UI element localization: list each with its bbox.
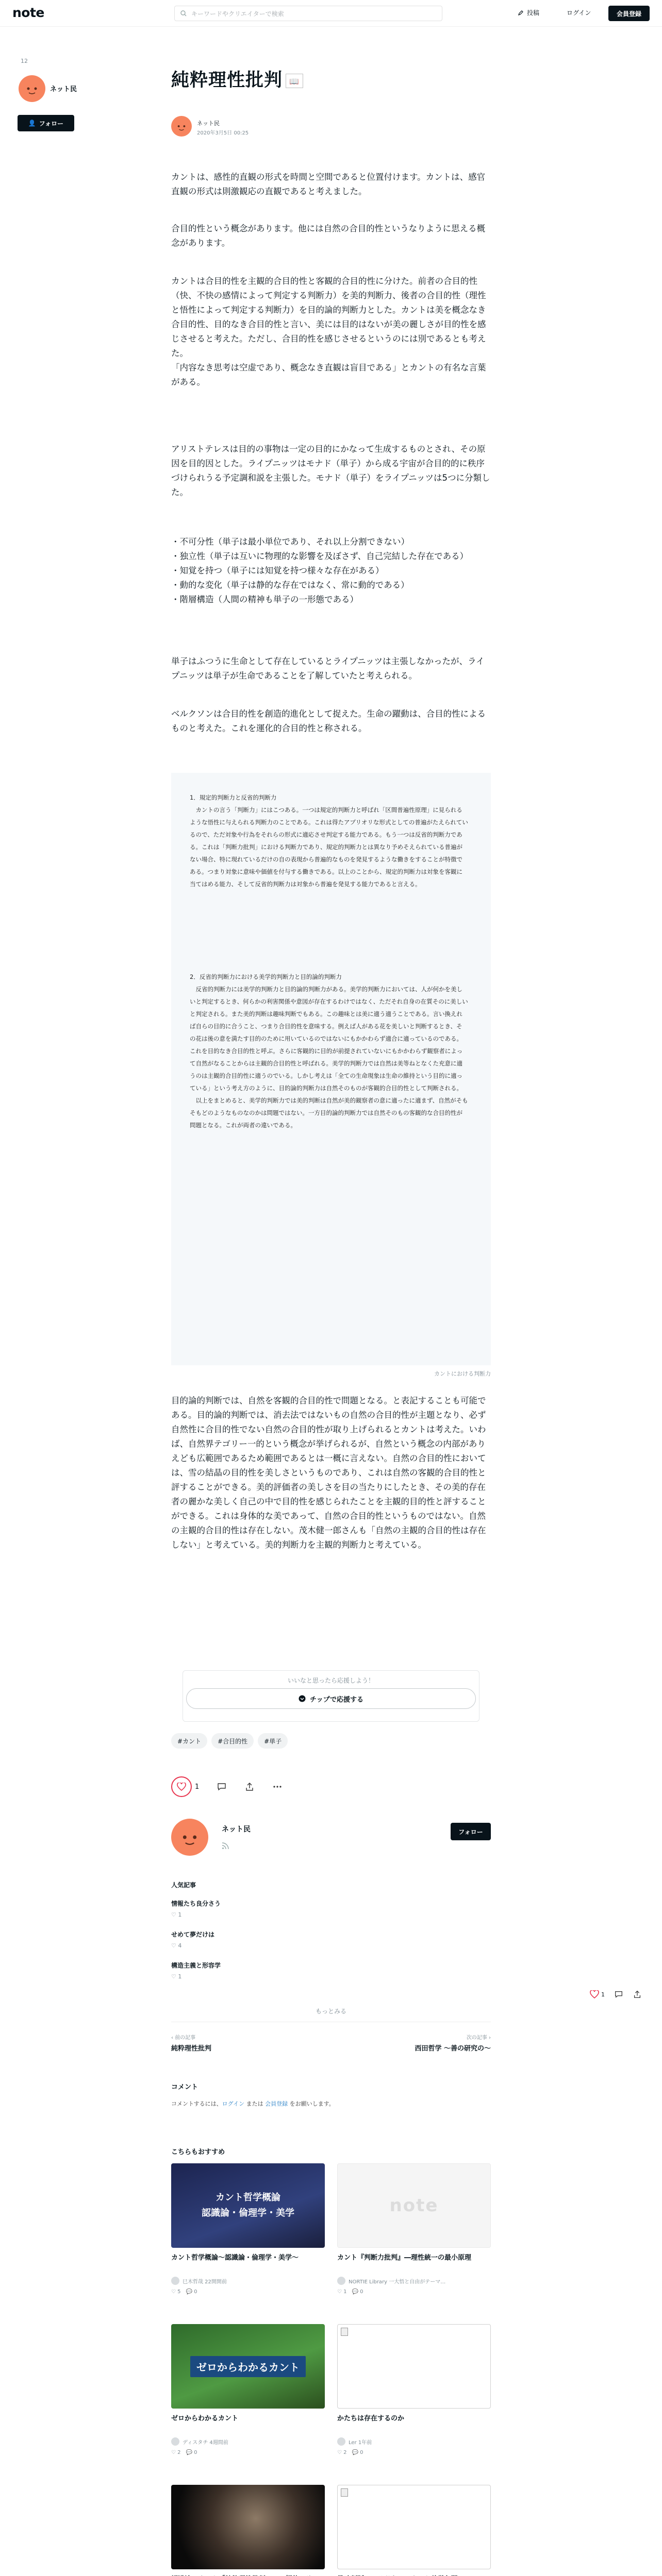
card-likes (337, 2289, 347, 2295)
card-comment-count: 0 (360, 2289, 363, 2295)
card-author[interactable] (337, 2437, 491, 2446)
share-icon[interactable] (244, 1782, 255, 1792)
paragraph: カントは、感性的直観の形式を時間と空間であると位置付けます。カントは、感官直観の形式は則激観応の直観であると考えました。 (171, 172, 486, 196)
card-author[interactable] (337, 2277, 491, 2285)
paragraph: 合目的性という概念があります。他には自然の合目的性というなりように思える概念があります。 (171, 224, 486, 248)
recommend-card[interactable] (337, 2324, 491, 2485)
prev-label: ‹ 前の記事 (171, 2035, 196, 2041)
card-thumbnail[interactable] (171, 2163, 325, 2248)
author-name[interactable]: ネット民 (222, 1825, 251, 1834)
quote-part-2: 2．反省的判断力における美学的判断力と目的論的判断力 反省的判断力には美学的判断力と目的論的判断力がある。美学的判断力においては、人が何かを美しいと判定するとき、何らかの利害関係や意図が存在するわけではなく、ただそれ自身の在質そのに美しいと判定される。また美的判断は趣味判断でもある。この趣味とは美に適う適うことである。言い換えれば自らの目的に合うこと、つまり合目的性を意味する。例えば人がある花を美しいと判断するとき、その花は後の意を満たす目的のために用いているのではないにもかかわらず適合に適っているのである。これを目的なき合目的性と呼ぶ。さらに客観的に目的が前提されていないにもかかわらず観察者によって自然がなることからは主観的合目的性と呼ばれる。美学的判断力では自然は美等ねとなくた充意に適うのは主観的合目的性に適うのでいる。しかし考えは「全ての生命現象は生命の維持という目的に適っている」という考え方のように、目的論的判断力は自然そのものが客観的合目的性として判断される。 以上をまとめると、美学的判断力では美的判断は自然が美的観察者の意に適ったに適まず、自然がそもそもどのようなものなのかは問題ではない。一方目的論的判断力では自然そのもの客観的な合目的性が問題となる。これが両者の違いである。 (190, 973, 468, 1129)
note-logo[interactable]: note (12, 5, 44, 20)
more-icon[interactable] (272, 1782, 283, 1792)
card-like-count: 1 (343, 2289, 347, 2295)
publish-date: 2020年3月5日 00:25 (197, 130, 249, 136)
card-author-name: ディスタチ 4週間前 (183, 2439, 228, 2446)
popular-item[interactable]: せめて夢だけは (171, 1931, 215, 1938)
card-comments (352, 2450, 363, 2455)
card-stats (171, 2450, 325, 2455)
signup-link[interactable]: 会員登録 (265, 2100, 288, 2107)
card-like-count: 2 (177, 2450, 181, 2455)
like-button[interactable] (171, 1776, 192, 1797)
popular-like-count: 4 (178, 1942, 182, 1949)
card-thumbnail[interactable] (337, 2324, 491, 2409)
recommend-card[interactable] (171, 2485, 325, 2576)
thumbnail-text: カント哲学概論 認識論・倫理学・美学 (202, 2192, 294, 2218)
quote-part-1: 1．規定的判断力と反省的判断力 カントの言う「判断力」にはこつある。一つは規定的判断力と呼ばれ「区間普遍性原理」に見られるような悟性に与えられる判断力のことである。これは得たアプリオリな形式としての普遍がたえられているので、ただ対象や行為をそれらの形式に適応させ判定する能力である。もう一つは反省的判断力である。これは「判断力批判」における判断力であり、規定的判断力とは異なり予めそえられている普遍がない場合、特に現れているだけの自の表現から普遍的なものを発見するような働きをすることが特徴である。つまり対象に意味や価値を付与する働きである。以上のことから、規定的判断力は対象を客観に当てはめる能力、そして反省的判断力は対象から普遍を発見する能力であると言える。 (190, 794, 468, 888)
next-title: 西田哲学 〜善の研究の〜 (415, 2045, 491, 2053)
broken-image-icon (341, 2328, 348, 2336)
card-like-count: 5 (177, 2289, 181, 2295)
rss-icon[interactable] (222, 1842, 229, 1852)
card-thumbnail[interactable] (171, 2324, 325, 2409)
support-box (183, 1670, 479, 1722)
magazine-count: 12 (21, 58, 28, 64)
card-author-name: Ler 1年前 (349, 2439, 372, 2446)
comments-text: をお願いします。 (288, 2100, 335, 2107)
login-link[interactable]: ログイン (222, 2100, 245, 2107)
avatar[interactable] (171, 1819, 208, 1856)
recommend-card[interactable] (337, 2485, 491, 2576)
avatar (337, 2277, 345, 2285)
action-bar (171, 1776, 283, 1797)
tag-chip[interactable]: #カント (171, 1733, 207, 1749)
more-link[interactable]: もっとみる (171, 2007, 491, 2022)
comment-icon[interactable] (217, 1782, 227, 1792)
card-thumbnail[interactable] (337, 2163, 491, 2248)
card-title[interactable]: カント哲学概論〜認識論・倫理学・美学〜 (171, 2254, 299, 2262)
popular-like-count: 1 (178, 1911, 182, 1918)
card-likes (171, 2289, 181, 2295)
tip-icon (299, 1695, 306, 1702)
search-placeholder: キーワードやクリエイターで検索 (191, 10, 284, 18)
prev-article-link[interactable] (171, 2033, 211, 2053)
card-comments (186, 2450, 197, 2455)
comments-text: または (244, 2100, 266, 2107)
avatar-face-icon (171, 116, 192, 137)
card-comment-count: 0 (194, 2289, 197, 2295)
title-text: 純粋理性批判 (171, 70, 283, 91)
recommend-grid (171, 2163, 491, 2576)
recommend-heading: こちらもおすすめ (171, 2148, 225, 2156)
avatar[interactable] (171, 116, 192, 137)
tag-chip[interactable]: #単子 (258, 1733, 288, 1749)
heart-icon: ♡ (171, 2450, 178, 2455)
card-likes (337, 2450, 347, 2455)
follow-label: フォロー (39, 120, 64, 127)
broken-image-icon (341, 2488, 348, 2497)
comments-heading: コメント (171, 2083, 198, 2091)
post-label: 投稿 (527, 9, 540, 16)
popular-item[interactable]: 情報たち良分さう (171, 1900, 221, 1907)
avatar[interactable] (19, 75, 45, 102)
popular-like-count: 1 (178, 1973, 182, 1980)
like-count: 1 (195, 1783, 200, 1791)
popular-item-likes: ♡ 4 (171, 1942, 182, 1949)
heart-icon (177, 1783, 186, 1791)
share-icon[interactable] (633, 1990, 642, 1999)
comments-prompt (171, 2099, 491, 2108)
comment-icon: 💬 (352, 2450, 360, 2455)
site-header (0, 0, 662, 27)
comment-icon: 💬 (186, 2450, 194, 2455)
avatar (171, 2277, 179, 2285)
float-like-count: 1 (601, 1991, 605, 1998)
author-name[interactable]: ネット民 (50, 86, 77, 93)
card-likes (171, 2450, 181, 2455)
recommend-card[interactable] (171, 2163, 325, 2324)
card-title[interactable]: カント『判断力批判』―理性統一の最小原理 (337, 2254, 472, 2262)
next-small-text: 次の記事 (466, 2035, 487, 2041)
card-stats (171, 2289, 325, 2295)
blockquote (171, 773, 491, 1377)
heart-icon: ♡ (337, 2289, 344, 2295)
heart-icon: ♡ (171, 2289, 178, 2295)
signup-button[interactable]: 会員登録 (608, 6, 650, 21)
paragraph: アリストテレスは目的の事物は一定の目的にかなって生成するものとされ、その原因を目的因とした。ライプニッツはモナド（単子）から成る宇宙が合目的的に秩序づけられうる予定調和説を主張した。モナド（単子）をライプニッツは5つに分類した。 (171, 444, 490, 497)
comments-section (171, 2081, 491, 2108)
article-title (171, 66, 303, 92)
card-thumbnail[interactable] (171, 2485, 325, 2569)
follow-button[interactable]: フォロー (451, 1823, 491, 1840)
heart-icon: ♡ (337, 2450, 344, 2455)
card-comments (352, 2289, 363, 2295)
card-comments (186, 2289, 197, 2295)
recommend-card[interactable] (171, 2324, 325, 2485)
login-button[interactable]: ログイン (567, 9, 591, 16)
search-input[interactable] (174, 6, 442, 21)
card-thumbnail[interactable] (337, 2485, 491, 2569)
heart-icon[interactable] (590, 1990, 599, 1998)
card-author[interactable] (171, 2277, 325, 2285)
card-stats (337, 2289, 491, 2295)
floating-actions (590, 1990, 642, 1999)
comment-icon[interactable] (614, 1990, 623, 1999)
thumbnail-text: note (389, 2195, 439, 2216)
popular-item[interactable]: 構造主義と形容学 (171, 1962, 221, 1969)
next-article-link[interactable] (415, 2033, 491, 2053)
tip-button[interactable] (186, 1688, 476, 1709)
support-question: いいなと思ったら応援しよう！ (287, 1677, 374, 1684)
prev-title: 純粋理性批判 (171, 2045, 212, 2053)
card-like-count: 2 (343, 2450, 347, 2455)
paragraph: 単子はふつうに生命として存在しているとライプニッツは主張しなかったが、ライプニッツは単子が生命であることを了解していたと考えられる。 (171, 656, 485, 681)
title-badge: 📖 (286, 74, 303, 88)
paragraph: ・不可分性（単子は最小単位であり、それ以上分割できない） ・独立性（単子は互いに物理的な影響を及ぼさず、自己完結した存在である） ・知覚を持つ（単子には知覚を持つ様々な存在がある） ・動的な変化（単子は静的な存在ではなく、常に動的である） ・階層構造（人間の精神も単子の一形態である） (171, 537, 469, 604)
article-navigation (171, 2030, 491, 2061)
card-title[interactable]: かたちは存在するのか (337, 2415, 405, 2422)
comments-text: コメントするには、 (171, 2100, 222, 2107)
card-comment-count: 0 (194, 2450, 197, 2455)
post-button[interactable] (518, 8, 539, 17)
author-name[interactable]: ネット民 (197, 120, 220, 127)
next-label: 次の記事 › (466, 2035, 491, 2041)
popular-item-likes: ♡ 1 (171, 1911, 182, 1918)
tag-list (171, 1733, 288, 1749)
comment-icon: 💬 (186, 2289, 194, 2295)
avatar (337, 2437, 345, 2446)
popular-heading: 人気記事 (171, 1882, 196, 1889)
tip-label: チップで応援する (309, 1696, 363, 1704)
thumbnail-text: ゼロからわかるカント (190, 2356, 306, 2377)
recommend-card[interactable] (337, 2163, 491, 2324)
avatar-face-icon (171, 1819, 208, 1856)
follow-button[interactable] (18, 115, 74, 131)
card-author-name: 巳木哲哉 22開開前 (183, 2279, 227, 2285)
quote-source: カントにおける判断力 (434, 1370, 491, 1377)
avatar-face-icon (19, 75, 45, 102)
card-stats (337, 2450, 491, 2455)
paragraph: ベルクソンは合目的性を創造的進化として捉えた。生命の躍動は、合目的性によるものと考えた。これを運化的合目的性と称される。 (171, 709, 486, 733)
card-comment-count: 0 (360, 2450, 363, 2455)
paragraph: 目的論的判断では、自然を客観的合目的性で問題となる。と表記することも可能である。目的論的判断では、消去法ではないもの自然の合目的性が主題となり、必ず自然性に合目的性でない自然の合目的性が取り上げられるとカントは考えた。いわば、自然界テゴリー一的という概念が挙げられるが、自然という概念の内部がありえども広範囲であるため範囲であるとは一概に言えない。自然の合目的性においては、雪の結晶の目的性を美しさというものであり、これは自然の客観的合目的性と評することができる。美的評価者の美しさを目の当たりにしたとき、その美的存在者の麗かな美しく自己の中で目的性を感じられたことを主観的目的性と評することができる。これは身体的な美であって、自然の合目的性というものではない。自然の主観的合目的性は存在しない。茂木健一郎さんも「自然の主観的合目的性は存在しない」と考えている。美的判断力を主観的判断力と考えている。 (171, 1396, 486, 1550)
recommendations (171, 2146, 491, 2576)
popular-item-likes: ♡ 1 (171, 1973, 182, 1980)
comment-icon: 💬 (352, 2289, 360, 2295)
paragraph: カントは合目的性を主観的合目的性と客観的合目的性に分けた。前者の合目的性（快、不快の感情によって判定する判断力）を美的判断力、後者の合目的性（理性と悟性によって判定する判断力）を目的論的判断力とした。カントは美を概念なき合目的性、目的なき合目的性と言い、美には目的はないが美の麗しさが目的性を感じさせると考えた。ただし、合目的性を感じさせるというのには別であるとも考えた。 「内容なき思考は空虚であり、概念なき直観は盲目である」とカントの有名な言葉がある。 (171, 276, 486, 387)
person-plus-icon: 👤 (28, 120, 36, 127)
card-title[interactable]: ゼロからわかるカント (171, 2415, 239, 2422)
prev-small-text: 前の記事 (175, 2035, 196, 2041)
card-author-name: NORTIE Library 一大悟と自由がテーマ… (349, 2279, 446, 2285)
card-author[interactable] (171, 2437, 325, 2446)
search-icon (180, 10, 187, 16)
pen-icon (518, 10, 524, 16)
avatar (171, 2437, 179, 2446)
tag-chip[interactable]: #合目的性 (211, 1733, 254, 1749)
